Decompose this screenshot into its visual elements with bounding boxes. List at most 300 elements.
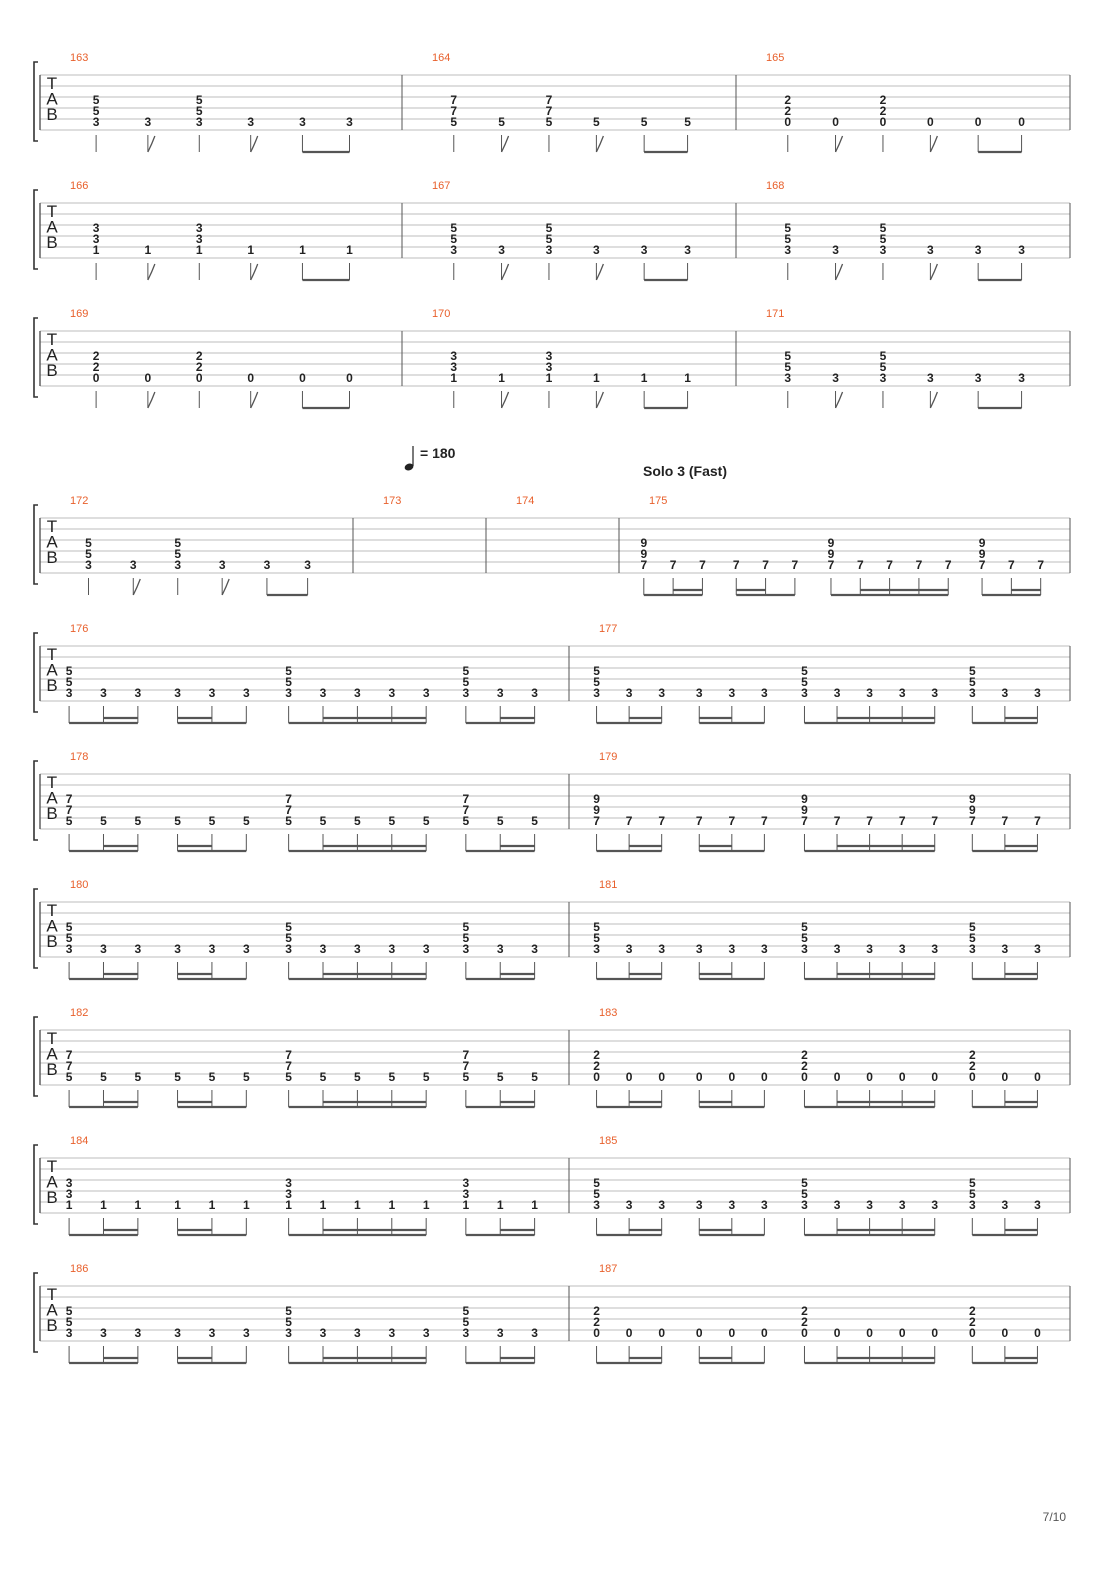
fret-number: 7 [944,558,952,572]
fret-number: 7 [1034,814,1041,828]
fret-number: 7 [931,814,939,828]
fret-number: 5 [65,814,73,828]
note-flag [836,136,843,152]
fret-number: 1 [65,1198,73,1212]
fret-number: 1 [100,1198,107,1212]
measure-number: 169 [70,308,89,320]
fret-number: 5 [968,1176,976,1190]
fret-number: 2 [593,1315,600,1329]
fret-number: 3 [931,1198,939,1212]
measure-number: 179 [599,751,618,763]
system-bracket [34,62,38,141]
fret-number: 3 [684,243,691,257]
fret-number: 2 [92,349,100,363]
fret-number: 3 [462,1176,470,1190]
tab-clef-letter: B [46,676,58,695]
fret-number: 7 [462,1048,470,1062]
note-flag [930,392,937,408]
fret-number: 3 [496,686,504,700]
fret-number: 3 [866,942,873,956]
fret-number: 5 [208,814,216,828]
fret-number: 7 [833,814,841,828]
fret-number: 5 [784,360,792,374]
fret-number: 5 [968,931,976,945]
fret-number: 1 [498,371,505,385]
fret-number: 3 [144,115,152,129]
fret-number: 1 [195,243,203,257]
fret-number: 3 [496,942,504,956]
fret-number: 9 [978,547,986,561]
fret-number: 3 [832,243,839,257]
fret-number: 5 [354,814,361,828]
fret-number: 0 [728,1326,736,1340]
fret-number: 3 [640,243,648,257]
fret-number: 5 [134,1070,142,1084]
fret-number: 7 [728,814,736,828]
fret-number: 5 [462,1315,470,1329]
measure-number: 184 [70,1135,89,1147]
tab-clef-letter: B [46,105,58,124]
fret-number: 1 [134,1198,142,1212]
fret-number: 3 [1001,942,1009,956]
fret-number: 5 [174,814,181,828]
fret-number: 3 [658,1198,666,1212]
fret-number: 7 [285,803,292,817]
fret-number: 3 [174,1326,181,1340]
fret-number: 7 [699,558,706,572]
fret-number: 5 [285,1304,292,1318]
fret-number: 5 [879,349,887,363]
fret-number: 7 [658,814,666,828]
fret-number: 2 [195,349,203,363]
fret-number: 3 [761,686,768,700]
tab-clef-letter: T [46,901,58,920]
fret-number: 3 [285,1176,292,1190]
fret-number: 7 [65,1048,73,1062]
fret-number: 5 [388,814,396,828]
fret-number: 0 [1001,1070,1009,1084]
fret-number: 0 [968,1070,976,1084]
fret-number: 5 [285,664,292,678]
fret-number: 5 [496,814,504,828]
fret-number: 5 [879,221,887,235]
fret-number: 0 [695,1326,703,1340]
fret-number: 0 [625,1326,633,1340]
fret-number: 5 [174,547,182,561]
fret-number: 2 [92,360,100,374]
measure [66,1135,539,1235]
fret-number: 3 [422,686,430,700]
fret-number: 5 [285,1315,292,1329]
fret-number: 3 [134,1326,142,1340]
fret-number: 5 [531,1070,538,1084]
fret-number: 3 [299,115,306,129]
fret-number: 3 [195,232,203,246]
fret-number: 3 [242,686,250,700]
fret-number: 3 [65,1187,73,1201]
system-bracket [34,505,38,584]
fret-number: 7 [450,104,458,118]
fret-number: 9 [827,547,835,561]
fret-number: 3 [695,942,703,956]
fret-number: 3 [65,942,73,956]
fret-number: 5 [801,931,808,945]
fret-number: 1 [208,1198,216,1212]
tab-system [34,751,1070,851]
fret-number: 9 [801,792,808,806]
fret-number: 3 [728,686,736,700]
fret-number: 5 [174,536,182,550]
fret-number: 1 [531,1198,538,1212]
fret-number: 5 [100,814,107,828]
fret-number: 0 [761,1070,768,1084]
fret-number: 5 [545,232,553,246]
fret-number: 3 [968,942,976,956]
fret-number: 1 [684,371,691,385]
fret-number: 5 [801,664,808,678]
fret-number: 3 [1001,686,1009,700]
fret-number: 5 [208,1070,216,1084]
page-number: 7/10 [1042,1510,1066,1524]
fret-number: 3 [354,942,361,956]
fret-number: 5 [134,814,142,828]
system-bracket [34,318,38,397]
measure [70,308,353,408]
tab-clef-letter: B [46,361,58,380]
measure [70,495,311,595]
fret-number: 3 [242,1326,250,1340]
fret-number: 5 [784,221,792,235]
fret-number: 5 [462,1070,470,1084]
fret-number: 5 [784,349,792,363]
fret-number: 5 [65,664,73,678]
fret-number: 3 [968,686,976,700]
tab-clef-letter: T [46,74,58,93]
fret-number: 0 [299,371,306,385]
measure [70,180,353,280]
measure-number: 175 [649,495,668,507]
tab-clef-letter: A [46,788,58,808]
tab-system [34,180,1070,280]
fret-number: 3 [927,243,934,257]
measure-number: 163 [70,52,89,64]
measure-number: 176 [70,623,89,635]
fret-number: 5 [545,221,553,235]
fret-number: 5 [65,1070,73,1084]
tab-clef-letter: T [46,517,58,536]
tab-clef-letter: B [46,1188,58,1207]
fret-number: 0 [898,1070,906,1084]
tab-system [34,1263,1070,1363]
fret-number: 5 [285,675,292,689]
fret-number: 1 [496,1198,504,1212]
fret-number: 5 [65,675,73,689]
fret-number: 0 [879,115,887,129]
fret-number: 7 [968,814,976,828]
fret-number: 5 [593,115,600,129]
fret-number: 0 [195,371,203,385]
fret-number: 7 [1001,814,1009,828]
fret-number: 0 [625,1070,633,1084]
fret-number: 9 [978,536,986,550]
fret-number: 7 [866,814,873,828]
fret-number: 3 [129,558,137,572]
fret-number: 7 [65,792,73,806]
measure [593,751,1041,851]
fret-number: 0 [974,115,982,129]
measure-number: 180 [70,879,89,891]
fret-number: 5 [498,115,505,129]
tab-clef-letter: A [46,660,58,680]
fret-number: 3 [92,221,100,235]
fret-number: 5 [801,920,808,934]
fret-number: 7 [640,558,648,572]
fret-number: 3 [462,686,470,700]
measure [432,180,691,280]
fret-number: 3 [354,1326,361,1340]
fret-number: 3 [174,558,182,572]
note-flag [251,392,258,408]
measure-number: 182 [70,1007,89,1019]
fret-number: 0 [728,1070,736,1084]
tab-system [34,879,1070,979]
fret-number: 7 [856,558,864,572]
fret-number: 3 [285,686,292,700]
fret-number: 3 [65,1176,73,1190]
fret-number: 3 [728,942,736,956]
fret-number: 5 [319,814,327,828]
fret-number: 3 [866,1198,873,1212]
fret-number: 7 [285,1059,292,1073]
fret-number: 1 [640,371,648,385]
fret-number: 2 [784,104,792,118]
measure [766,180,1025,280]
fret-number: 9 [640,536,648,550]
measure-number: 171 [766,308,785,320]
fret-number: 5 [801,675,808,689]
tab-system [34,495,1070,595]
note-flag [596,392,603,408]
fret-number: 3 [898,942,906,956]
fret-number: 5 [879,360,887,374]
fret-number: 2 [801,1059,808,1073]
fret-number: 3 [1034,686,1041,700]
tab-clef-letter: A [46,1172,58,1192]
measure [640,495,1044,595]
tab-clef-letter: A [46,345,58,365]
fret-number: 1 [144,243,152,257]
system-bracket [34,1017,38,1096]
fret-number: 3 [531,1326,538,1340]
fret-number: 5 [388,1070,396,1084]
fret-number: 3 [346,115,353,129]
fret-number: 3 [695,1198,703,1212]
fret-number: 5 [462,1304,470,1318]
fret-number: 1 [545,371,553,385]
fret-number: 7 [898,814,906,828]
measure [516,495,534,507]
fret-number: 3 [625,1198,633,1212]
fret-number: 5 [450,232,458,246]
fret-number: 5 [195,104,203,118]
fret-number: 5 [285,1070,292,1084]
section-label: Solo 3 (Fast) [643,463,728,479]
fret-number: 2 [968,1315,976,1329]
fret-number: 0 [968,1326,976,1340]
fret-number: 5 [65,1304,73,1318]
fret-number: 2 [801,1304,808,1318]
fret-number: 3 [1018,243,1025,257]
note-flag [148,136,155,152]
tab-clef-letter: T [46,1285,58,1304]
fret-number: 3 [593,243,600,257]
fret-number: 3 [1018,371,1025,385]
fret-number: 0 [92,371,100,385]
fret-number: 2 [968,1048,976,1062]
fret-number: 3 [593,686,600,700]
measure-number: 165 [766,52,785,64]
measure-number: 167 [432,180,451,192]
fret-number: 1 [450,371,458,385]
fret-number: 3 [496,1326,504,1340]
fret-number: 7 [915,558,923,572]
fret-number: 3 [931,942,939,956]
fret-number: 2 [195,360,203,374]
measure-number: 181 [599,879,618,891]
tab-clef-letter: T [46,202,58,221]
fret-number: 0 [658,1326,666,1340]
fret-number: 7 [65,1059,73,1073]
fret-number: 3 [92,115,100,129]
fret-number: 5 [242,1070,250,1084]
fret-number: 3 [784,371,792,385]
fret-number: 5 [65,931,73,945]
fret-number: 3 [422,942,430,956]
fret-number: 5 [195,93,203,107]
fret-number: 7 [827,558,835,572]
fret-number: 7 [462,1059,470,1073]
fret-number: 1 [174,1198,181,1212]
note-flag [148,264,155,280]
measure-number: 172 [70,495,89,507]
fret-number: 0 [247,371,255,385]
fret-number: 5 [85,536,92,550]
measure [766,308,1025,408]
fret-number: 0 [346,371,353,385]
fret-number: 0 [1001,1326,1009,1340]
fret-number: 1 [299,243,306,257]
fret-number: 3 [625,686,633,700]
fret-number: 0 [695,1070,703,1084]
measure [66,1007,539,1107]
fret-number: 9 [593,792,600,806]
tab-clef-letter: T [46,1029,58,1048]
fret-number: 0 [593,1326,600,1340]
note-flag [148,392,155,408]
fret-number: 7 [545,104,553,118]
fret-number: 3 [319,1326,327,1340]
fret-number: 5 [422,1070,430,1084]
measure-number: 183 [599,1007,618,1019]
fret-number: 1 [319,1198,327,1212]
system-bracket [34,190,38,269]
fret-number: 2 [968,1059,976,1073]
fret-number: 3 [658,686,666,700]
fret-number: 5 [462,664,470,678]
fret-number: 3 [354,686,361,700]
tab-clef-letter: T [46,1157,58,1176]
measure-number: 173 [383,495,402,507]
fret-number: 3 [422,1326,430,1340]
fret-number: 5 [593,931,600,945]
fret-number: 9 [968,792,976,806]
fret-number: 5 [450,115,458,129]
tab-clef-letter: B [46,1316,58,1335]
fret-number: 3 [761,942,768,956]
tab-clef-letter: B [46,1060,58,1079]
fret-number: 3 [319,942,327,956]
fret-number: 1 [354,1198,361,1212]
fret-number: 0 [833,1326,841,1340]
fret-number: 3 [388,942,396,956]
fret-number: 2 [879,104,887,118]
fret-number: 9 [801,803,808,817]
fret-number: 5 [684,115,691,129]
fret-number: 0 [1018,115,1025,129]
fret-number: 3 [134,686,142,700]
fret-number: 7 [545,93,553,107]
fret-number: 3 [498,243,505,257]
fret-number: 5 [593,920,600,934]
note-flag [251,264,258,280]
fret-number: 3 [801,686,808,700]
fret-number: 7 [886,558,893,572]
fret-number: 3 [247,115,255,129]
fret-number: 0 [801,1326,808,1340]
fret-number: 5 [65,1315,73,1329]
measure-number: 178 [70,751,89,763]
fret-number: 5 [354,1070,361,1084]
tempo-marking [404,445,456,472]
fret-number: 7 [450,93,458,107]
fret-number: 0 [1034,1326,1041,1340]
measure-number: 166 [70,180,89,192]
fret-number: 3 [1034,1198,1041,1212]
quarter-note-icon [404,446,415,472]
tab-system [34,1135,1070,1235]
fret-number: 3 [208,942,216,956]
tab-clef-letter: T [46,645,58,664]
note-flag [930,264,937,280]
fret-number: 1 [422,1198,430,1212]
fret-number: 7 [732,558,740,572]
fret-number: 3 [174,686,181,700]
fret-number: 3 [174,942,181,956]
tab-systems [34,52,1070,1363]
fret-number: 3 [208,686,216,700]
fret-number: 3 [658,942,666,956]
fret-number: 0 [927,115,934,129]
note-flag [836,392,843,408]
fret-number: 3 [388,686,396,700]
note-flag [133,579,140,595]
fret-number: 3 [898,1198,906,1212]
fret-number: 3 [1034,942,1041,956]
fret-number: 2 [801,1048,808,1062]
fret-number: 0 [144,371,152,385]
fret-number: 7 [801,814,808,828]
fret-number: 3 [450,349,458,363]
